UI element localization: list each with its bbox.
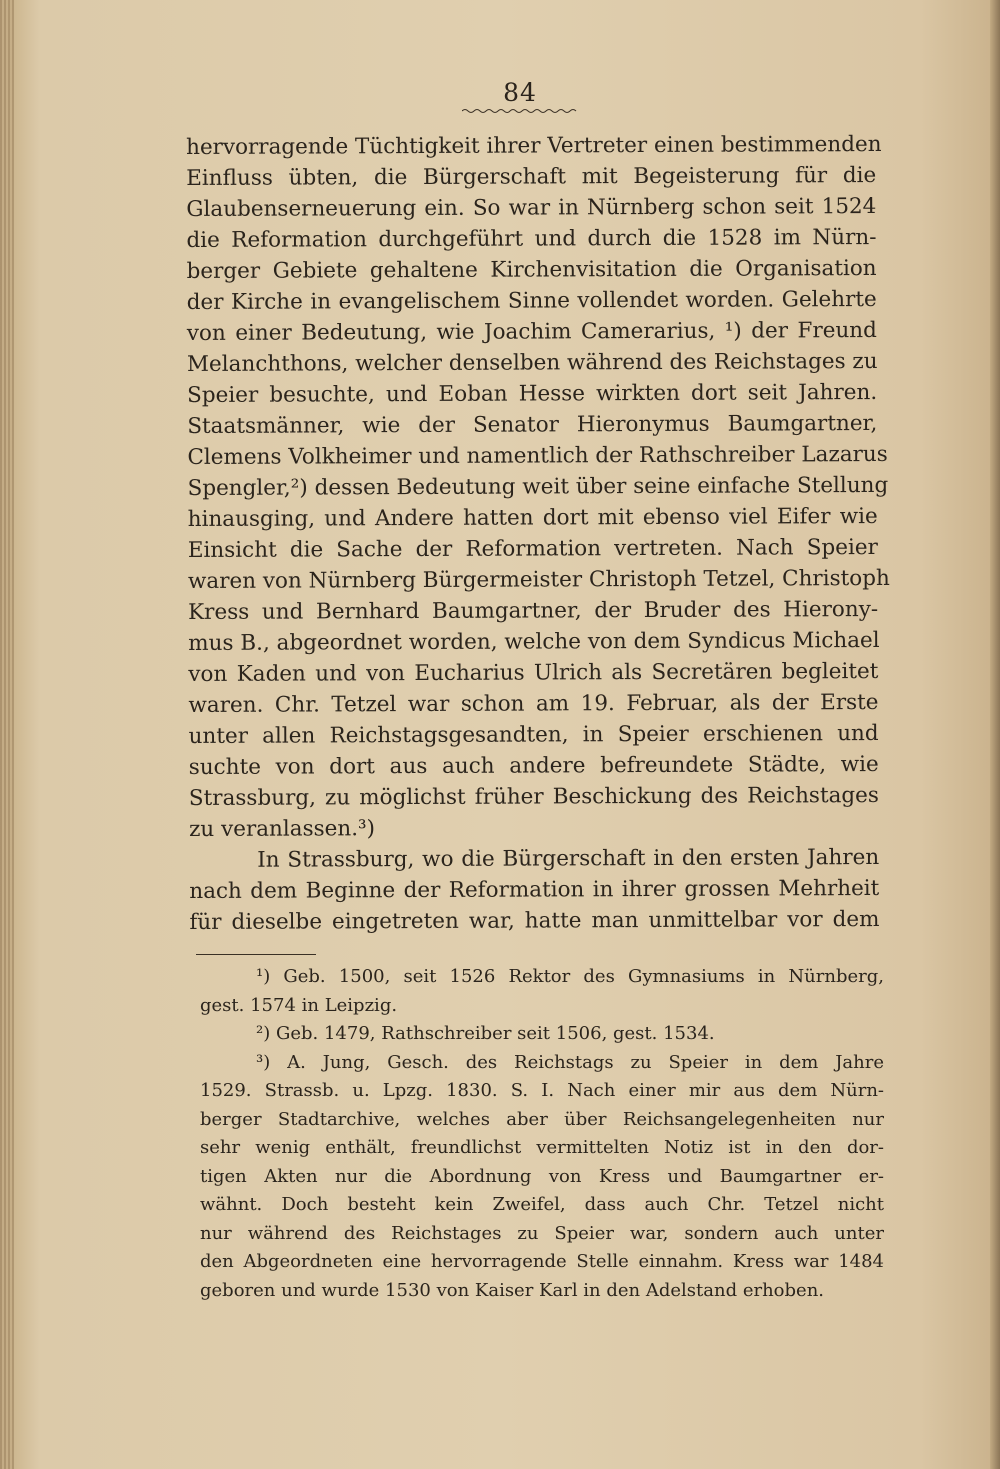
text-line: unter allen Reichstagsgesandten, in Speier erschienen und — [188, 720, 879, 749]
text-line: In Strassburg, wo die Bürgerschaft in den ersten Jahren — [257, 844, 880, 873]
footnote-separator — [196, 954, 316, 955]
text-line: berger Gebiete gehaltene Kirchenvisitation die Organisation — [186, 255, 877, 284]
text-line: Melanchthons, welcher denselben während des Reichstages zu — [186, 348, 878, 377]
text-line: Spengler,²) dessen Bedeutung weit über seine einfache Stellung — [187, 472, 889, 501]
text-line: hervorragende Tüchtigkeit ihrer Vertreter einen bestimmenden — [186, 131, 882, 160]
footnote-line: berger Stadtarchive, welches aber über Reichsangelegenheiten nur — [200, 1108, 884, 1130]
page-number: 84 — [503, 78, 537, 107]
text-line: Einsicht die Sache der Reformation vertreten. Nach Speier — [187, 534, 878, 563]
footnote-line: ³) A. Jung, Gesch. des Reichstags zu Speier in dem Jahre — [256, 1051, 884, 1073]
text-line: Einfluss übten, die Bürgerschaft mit Begeisterung für die — [186, 162, 877, 191]
footnote-line: wähnt. Doch besteht kein Zweifel, dass auch Chr. Tetzel nicht — [200, 1194, 884, 1215]
main-text — [186, 129, 890, 938]
text-line: Glaubenserneuerung ein. So war in Nürnberg schon seit 1524 — [186, 193, 877, 222]
text-line: Strassburg, zu möglichst früher Beschickung des Reichstages — [188, 782, 879, 811]
text-line: für dieselbe eingetreten war, hatte man unmittelbar vor dem — [189, 906, 880, 935]
page-edge — [990, 0, 1000, 1469]
footnote-line: nur während des Reichstages zu Speier war, sondern auch unter — [200, 1222, 884, 1244]
text-line: Speier besuchte, und Eoban Hesse wirkten dort seit Jahren. — [187, 379, 878, 408]
text-line: Clemens Volkheimer und namentlich der Rathschreiber Lazarus — [187, 441, 888, 470]
text-line: hinausging, und Andere hatten dort mit ebenso viel Eifer wie — [187, 503, 878, 532]
text-line: zu veranlassen.³) — [188, 816, 376, 842]
text-line: waren von Nürnberg Bürgermeister Christoph Tetzel, Christoph — [187, 565, 890, 594]
text-line: Kress und Bernhard Baumgartner, der Bruder des Hierony- — [188, 596, 879, 625]
footnote-line: 1529. Strassb. u. Lpzg. 1830. S. I. Nach einer mir aus dem Nürn- — [200, 1080, 884, 1101]
footnote-line: gest. 1574 in Leipzig. — [200, 994, 398, 1016]
text-line: von Kaden und von Eucharius Ulrich als Secretären begleitet — [188, 658, 879, 687]
text-line: von einer Bedeutung, wie Joachim Camerarius, ¹) der Freund — [186, 317, 877, 346]
text-line: mus B., abgeordnet worden, welche von dem Syndicus Michael — [188, 627, 880, 656]
footnote-line: geboren und wurde 1530 von Kaiser Karl in den Adelstand erhoben. — [200, 1279, 825, 1301]
text-line: der Kirche in evangelischem Sinne vollendet worden. Gelehrte — [186, 286, 877, 315]
footnotes — [200, 963, 884, 1305]
footnote-line: sehr wenig enthält, freundlichst vermittelten Notiz ist in den dor- — [200, 1137, 884, 1158]
footnote-line: ²) Geb. 1479, Rathschreiber seit 1506, gest. 1534. — [256, 1023, 715, 1044]
text-line: die Reformation durchgeführt und durch die 1528 im Nürn- — [186, 224, 877, 253]
text-line: waren. Chr. Tetzel war schon am 19. Februar, als der Erste — [188, 689, 879, 718]
footnote-line: den Abgeordneten eine hervorragende Stelle einnahm. Kress war 1484 — [200, 1251, 884, 1272]
text-line: Staatsmänner, wie der Senator Hieronymus Baumgartner, — [187, 410, 878, 439]
footnote-line: ¹) Geb. 1500, seit 1526 Rektor des Gymnasiums in Nürnberg, — [256, 966, 884, 987]
footnote-line: tigen Akten nur die Abordnung von Kress und Baumgartner er- — [200, 1165, 884, 1187]
page-gutter — [0, 0, 14, 1469]
text-line: nach dem Beginne der Reformation in ihrer grossen Mehrheit — [189, 875, 880, 904]
wavy-rule-ornament — [462, 108, 578, 114]
text-line: suchte von dort aus auch andere befreundete Städte, wie — [188, 751, 879, 780]
